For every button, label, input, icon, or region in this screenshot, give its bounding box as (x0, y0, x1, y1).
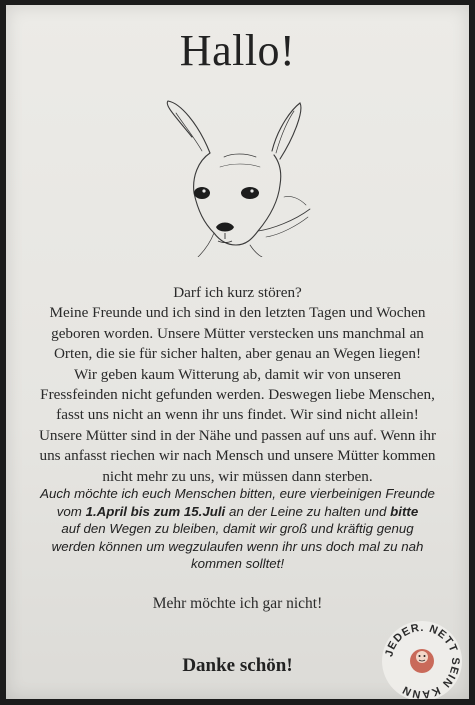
fawn-illustration (154, 97, 314, 257)
intro-line: nicht mehr zu uns, wir müssen dann sterben. (102, 467, 373, 485)
emphasis-bitte: bitte (390, 503, 419, 519)
appeal-line: kommen solltet! (190, 556, 285, 571)
closing-line: Mehr möchte ich gar nicht! (152, 595, 323, 612)
appeal-line: Auch möchte ich euch Menschen bitten, eure vierbeinigen Freunde (40, 486, 435, 501)
notice-sheet (6, 5, 469, 699)
date-range: 1.April bis zum 15.Juli (85, 503, 226, 519)
appeal-line: auf den Wegen zu bleiben, damit wir groß und kräftig genug (61, 521, 414, 536)
thanks-line: Danke schön! (182, 655, 293, 676)
heading: Hallo! (179, 26, 296, 75)
intro-line: Orten, die sie für sicher halten, aber genau an Wegen liegen! (53, 345, 422, 363)
intro-text (14, 283, 461, 487)
appeal-fragment: vom (56, 503, 86, 519)
intro-line: Meine Freunde und ich sind in den letzten Tagen und Wochen (49, 304, 426, 322)
intro-line: fasst uns nicht an wenn ihr uns findet. Wir sind nicht allein! (56, 406, 419, 424)
intro-line: Fressfeinden nicht gefunden werden. Deswegen liebe Menschen, (40, 386, 435, 404)
intro-line: Unsere Mütter sind in der Nähe und passen auf uns auf. Wenn ihr (38, 426, 437, 444)
appeal-line: werden können um wegzulaufen wenn ihr uns doch mal zu nah (51, 538, 424, 554)
intro-line: uns anfasst riechen wir nach Mensch und unsere Mütter kommen (39, 447, 436, 465)
appeal-text (12, 485, 463, 573)
intro-line: Wir geben kaum Witterung ab, damit wir von unseren (73, 365, 402, 383)
intro-line: geboren worden. Unsere Mütter verstecken uns manchmal an (51, 324, 424, 342)
svg-text:JEDER. NETT SEIN KANN: JEDER. NETT SEIN KANN (383, 621, 462, 701)
intro-line: Darf ich kurz stören? (173, 284, 302, 301)
watermark-stamp (378, 617, 466, 699)
appeal-fragment: an der Leine zu halten und (225, 503, 391, 519)
appeal-line (12, 503, 463, 521)
